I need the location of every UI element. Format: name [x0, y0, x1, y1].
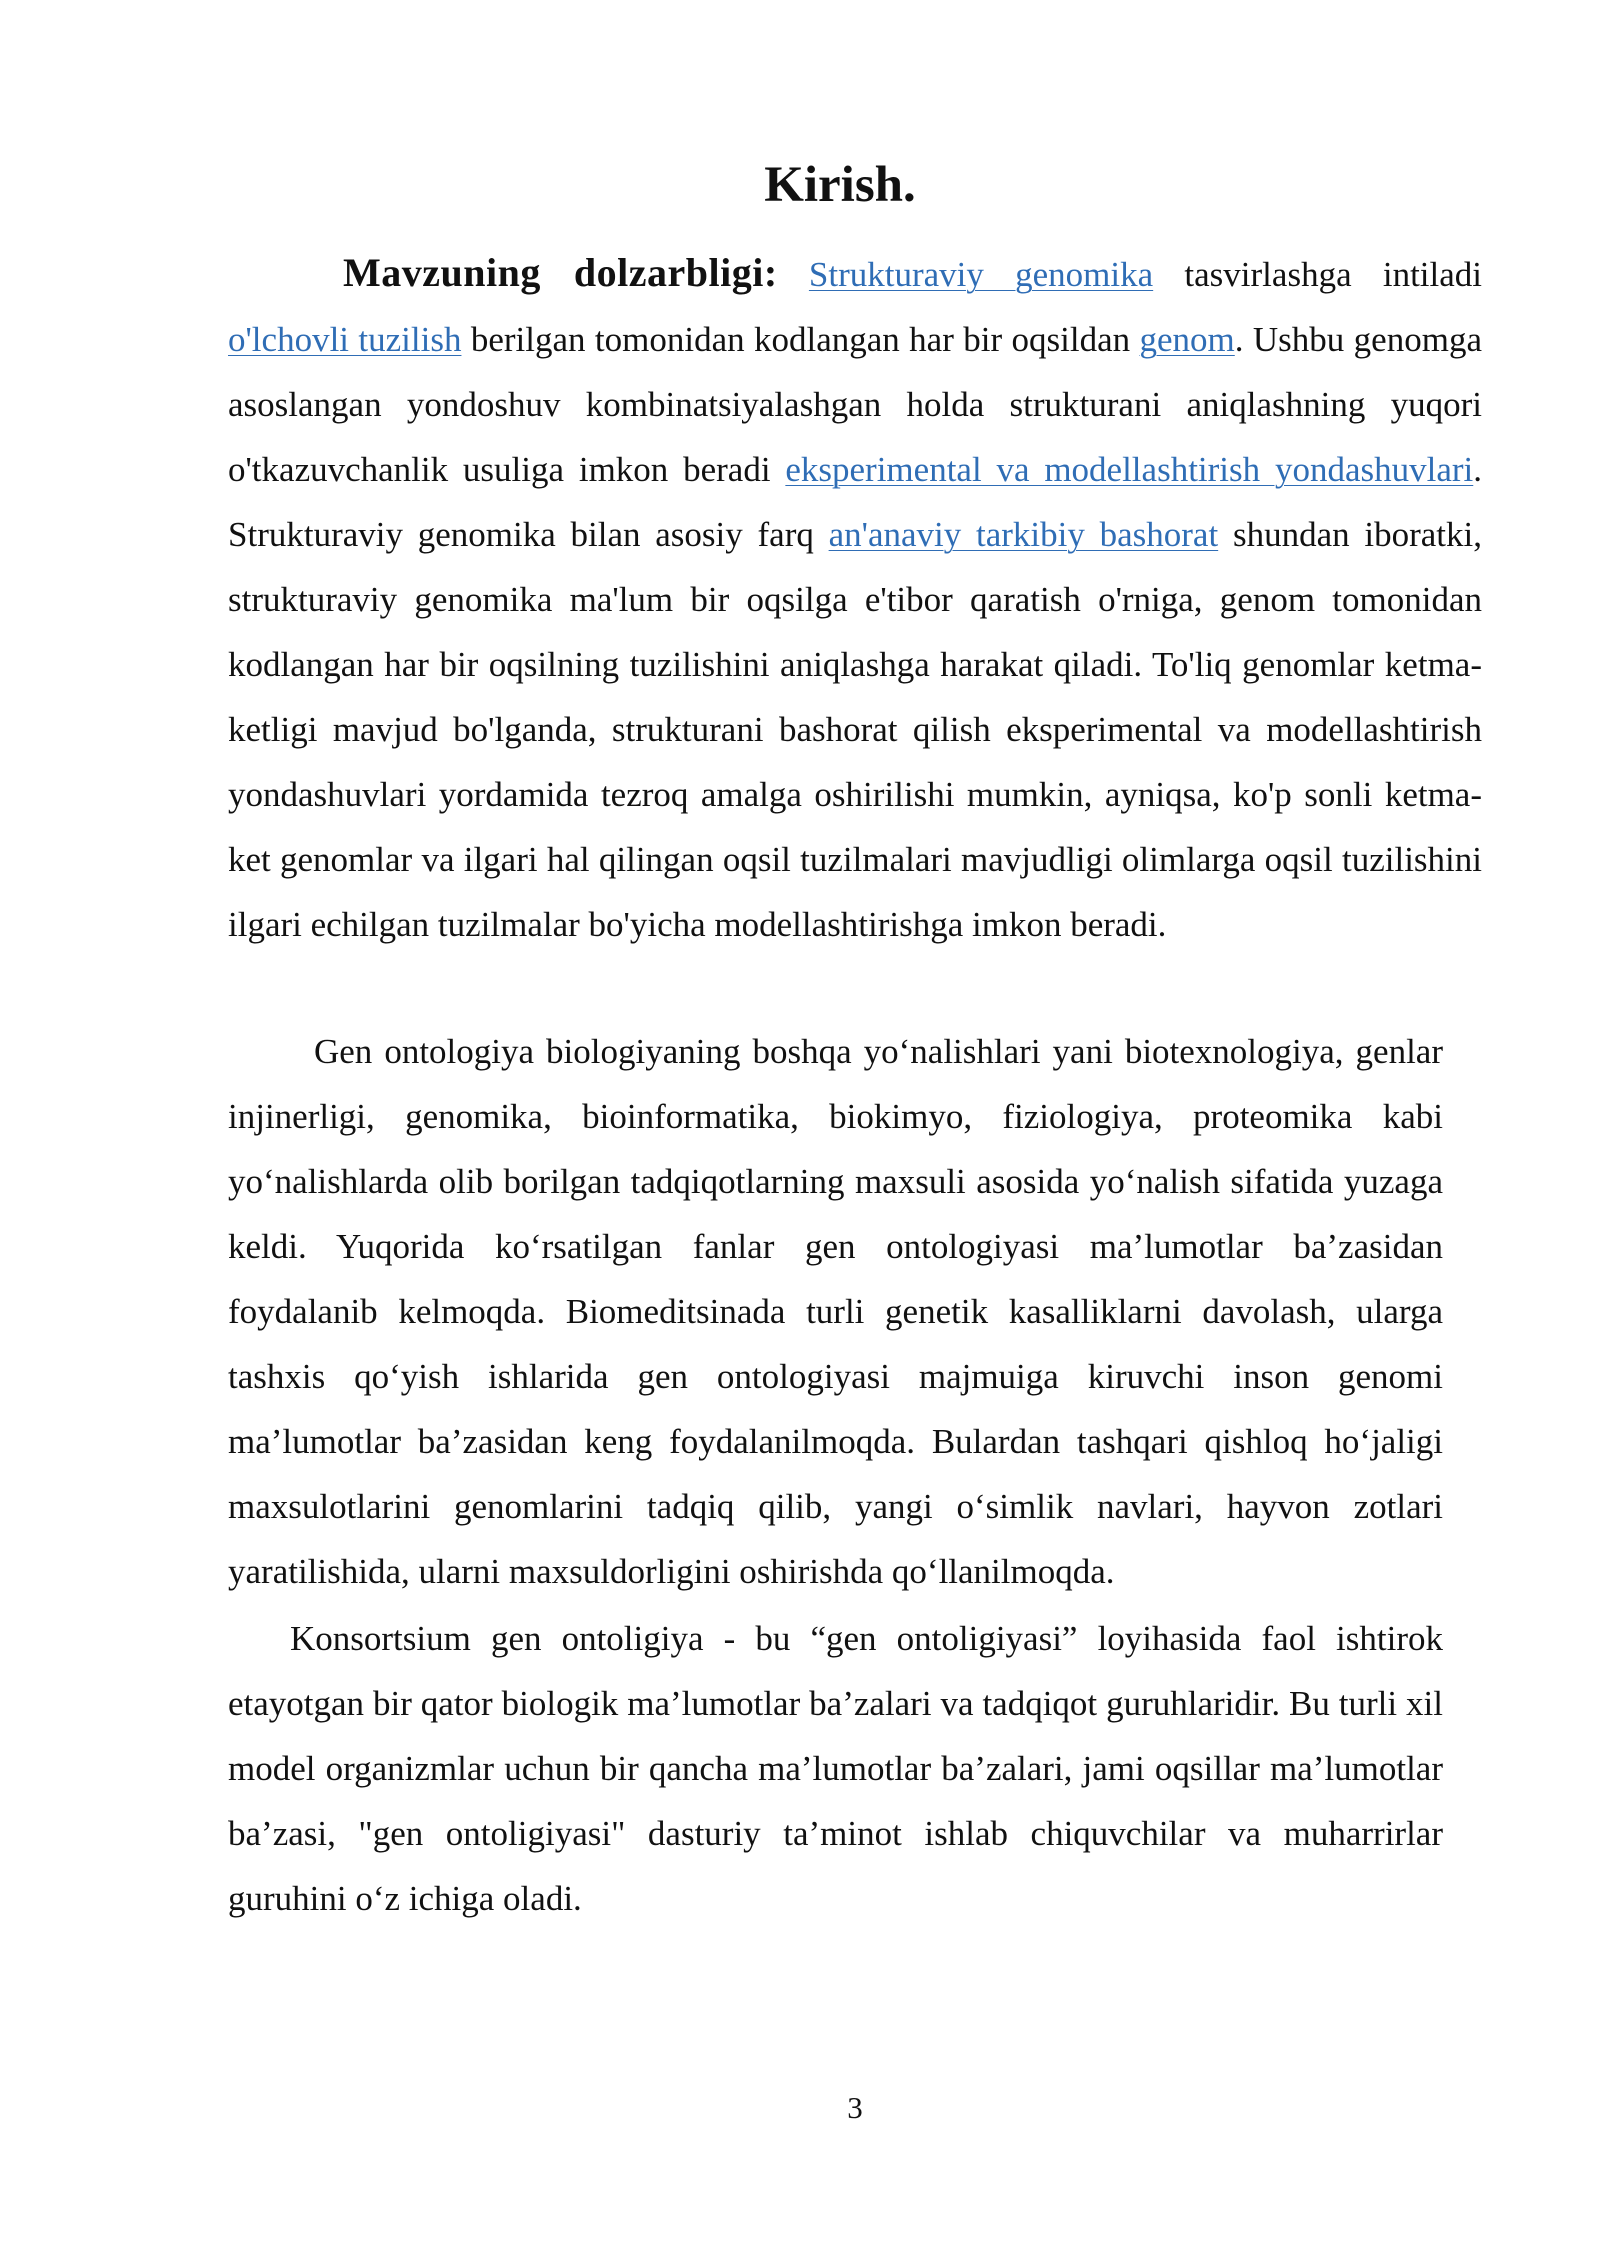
paragraph-text: tasvirlashga intiladi: [1153, 255, 1483, 294]
page-title: Kirish.: [764, 157, 916, 213]
paragraph-text: berilgan tomonidan kodlangan har bir oqsildan: [461, 320, 1140, 359]
link-genom[interactable]: genom: [1139, 320, 1235, 359]
relevance-heading: Mavzuning dolzarbligi:: [343, 250, 778, 295]
link-ananaviy-tarkibiy-bashorat[interactable]: an'anaviy tarkibiy bashorat: [828, 515, 1219, 554]
paragraph-text: . Strukturaviy genomika bilan asosiy farq: [228, 450, 1482, 554]
link-olchovli-tuzilish[interactable]: o'lchovli tuzilish: [228, 320, 462, 359]
paragraph-consortium: Konsortsium gen ontoligiya - bu “gen ontoligiyasi” loyihasida faol ishtirok etayotgan bir qator biologik ma’lumotlar ba’zalari va tadqiqot guruhlaridir. Bu turli xil model organizmlar uchun bir qancha ma’lumotlar ba’zalari, jami oqsillar ma’lumotlar ba’zasi, "gen ontoligiyasi" dasturiy ta’minot ishlab chiquvchilar va muharrirlar guruhini o‘z ichiga oladi.: [228, 1619, 1443, 1918]
paragraph-gene-ontology: Gen ontologiya biologiyaning boshqa yo‘nalishlari yani biotexnologiya, genlar injinerligi, genomika, bioinformatika, biokimyo, fiziologiya, proteomika kabi yo‘nalishlarda olib borilgan tadqiqotlarning maxsuli asosida yo‘nalish sifatida yuzaga keldi. Yuqorida ko‘rsatilgan fanlar gen ontologiyasi ma’lumotlar ba’zasidan foydalanib kelmoqda. Biomeditsinada turli genetik kasalliklarni davolash, ularga tashxis qo‘yish ishlarida gen ontologiyasi majmuiga kiruvchi inson genomi ma’lumotlar ba’zasidan keng foydalanilmoqda. Bulardan tashqari qishloq ho‘jaligi maxsulotlarini genomlarini tadqiq qilib, yangi o‘simlik navlari, hayvon zotlari yaratilishida, ularni maxsuldorligini oshirishda qo‘llanilmoqda.: [228, 1032, 1443, 1591]
paragraph-text: shundan iboratki, strukturaviy genomika ma'lum bir oqsilga e'tibor qaratish o'rniga, genom tomonidan kodlangan har bir oqsilning tuzilishini aniqlashga harakat qiladi. To'liq genomlar ketma-ketligi mavjud bo'lganda, strukturani bashorat qilish eksperimental va modellashtirish yondashuvlari yordamida tezroq amalga oshirilishi mumkin, ayniqsa, ko'p sonli ketma-ket genomlar va ilgari hal qilingan oqsil tuzilmalari mavjudligi olimlarga oqsil tuzilishini ilgari echilgan tuzilmalar bo'yicha modellashtirishga imkon beradi.: [228, 515, 1482, 944]
page-number: 3: [847, 2090, 863, 2125]
paragraph-relevance: [228, 240, 1482, 957]
paragraph-text: [778, 255, 809, 294]
link-strukturaviy-genomika[interactable]: Strukturaviy genomika: [808, 255, 1154, 294]
paragraph-text: . Ushbu genomga asoslangan yondoshuv kombinatsiyalashgan holda strukturani aniqlashning yuqori o'tkazuvchanlik usuliga imkon beradi: [228, 320, 1482, 489]
link-eksperimental-modellashtirish[interactable]: eksperimental va modellashtirish yondashuvlari: [785, 450, 1474, 489]
